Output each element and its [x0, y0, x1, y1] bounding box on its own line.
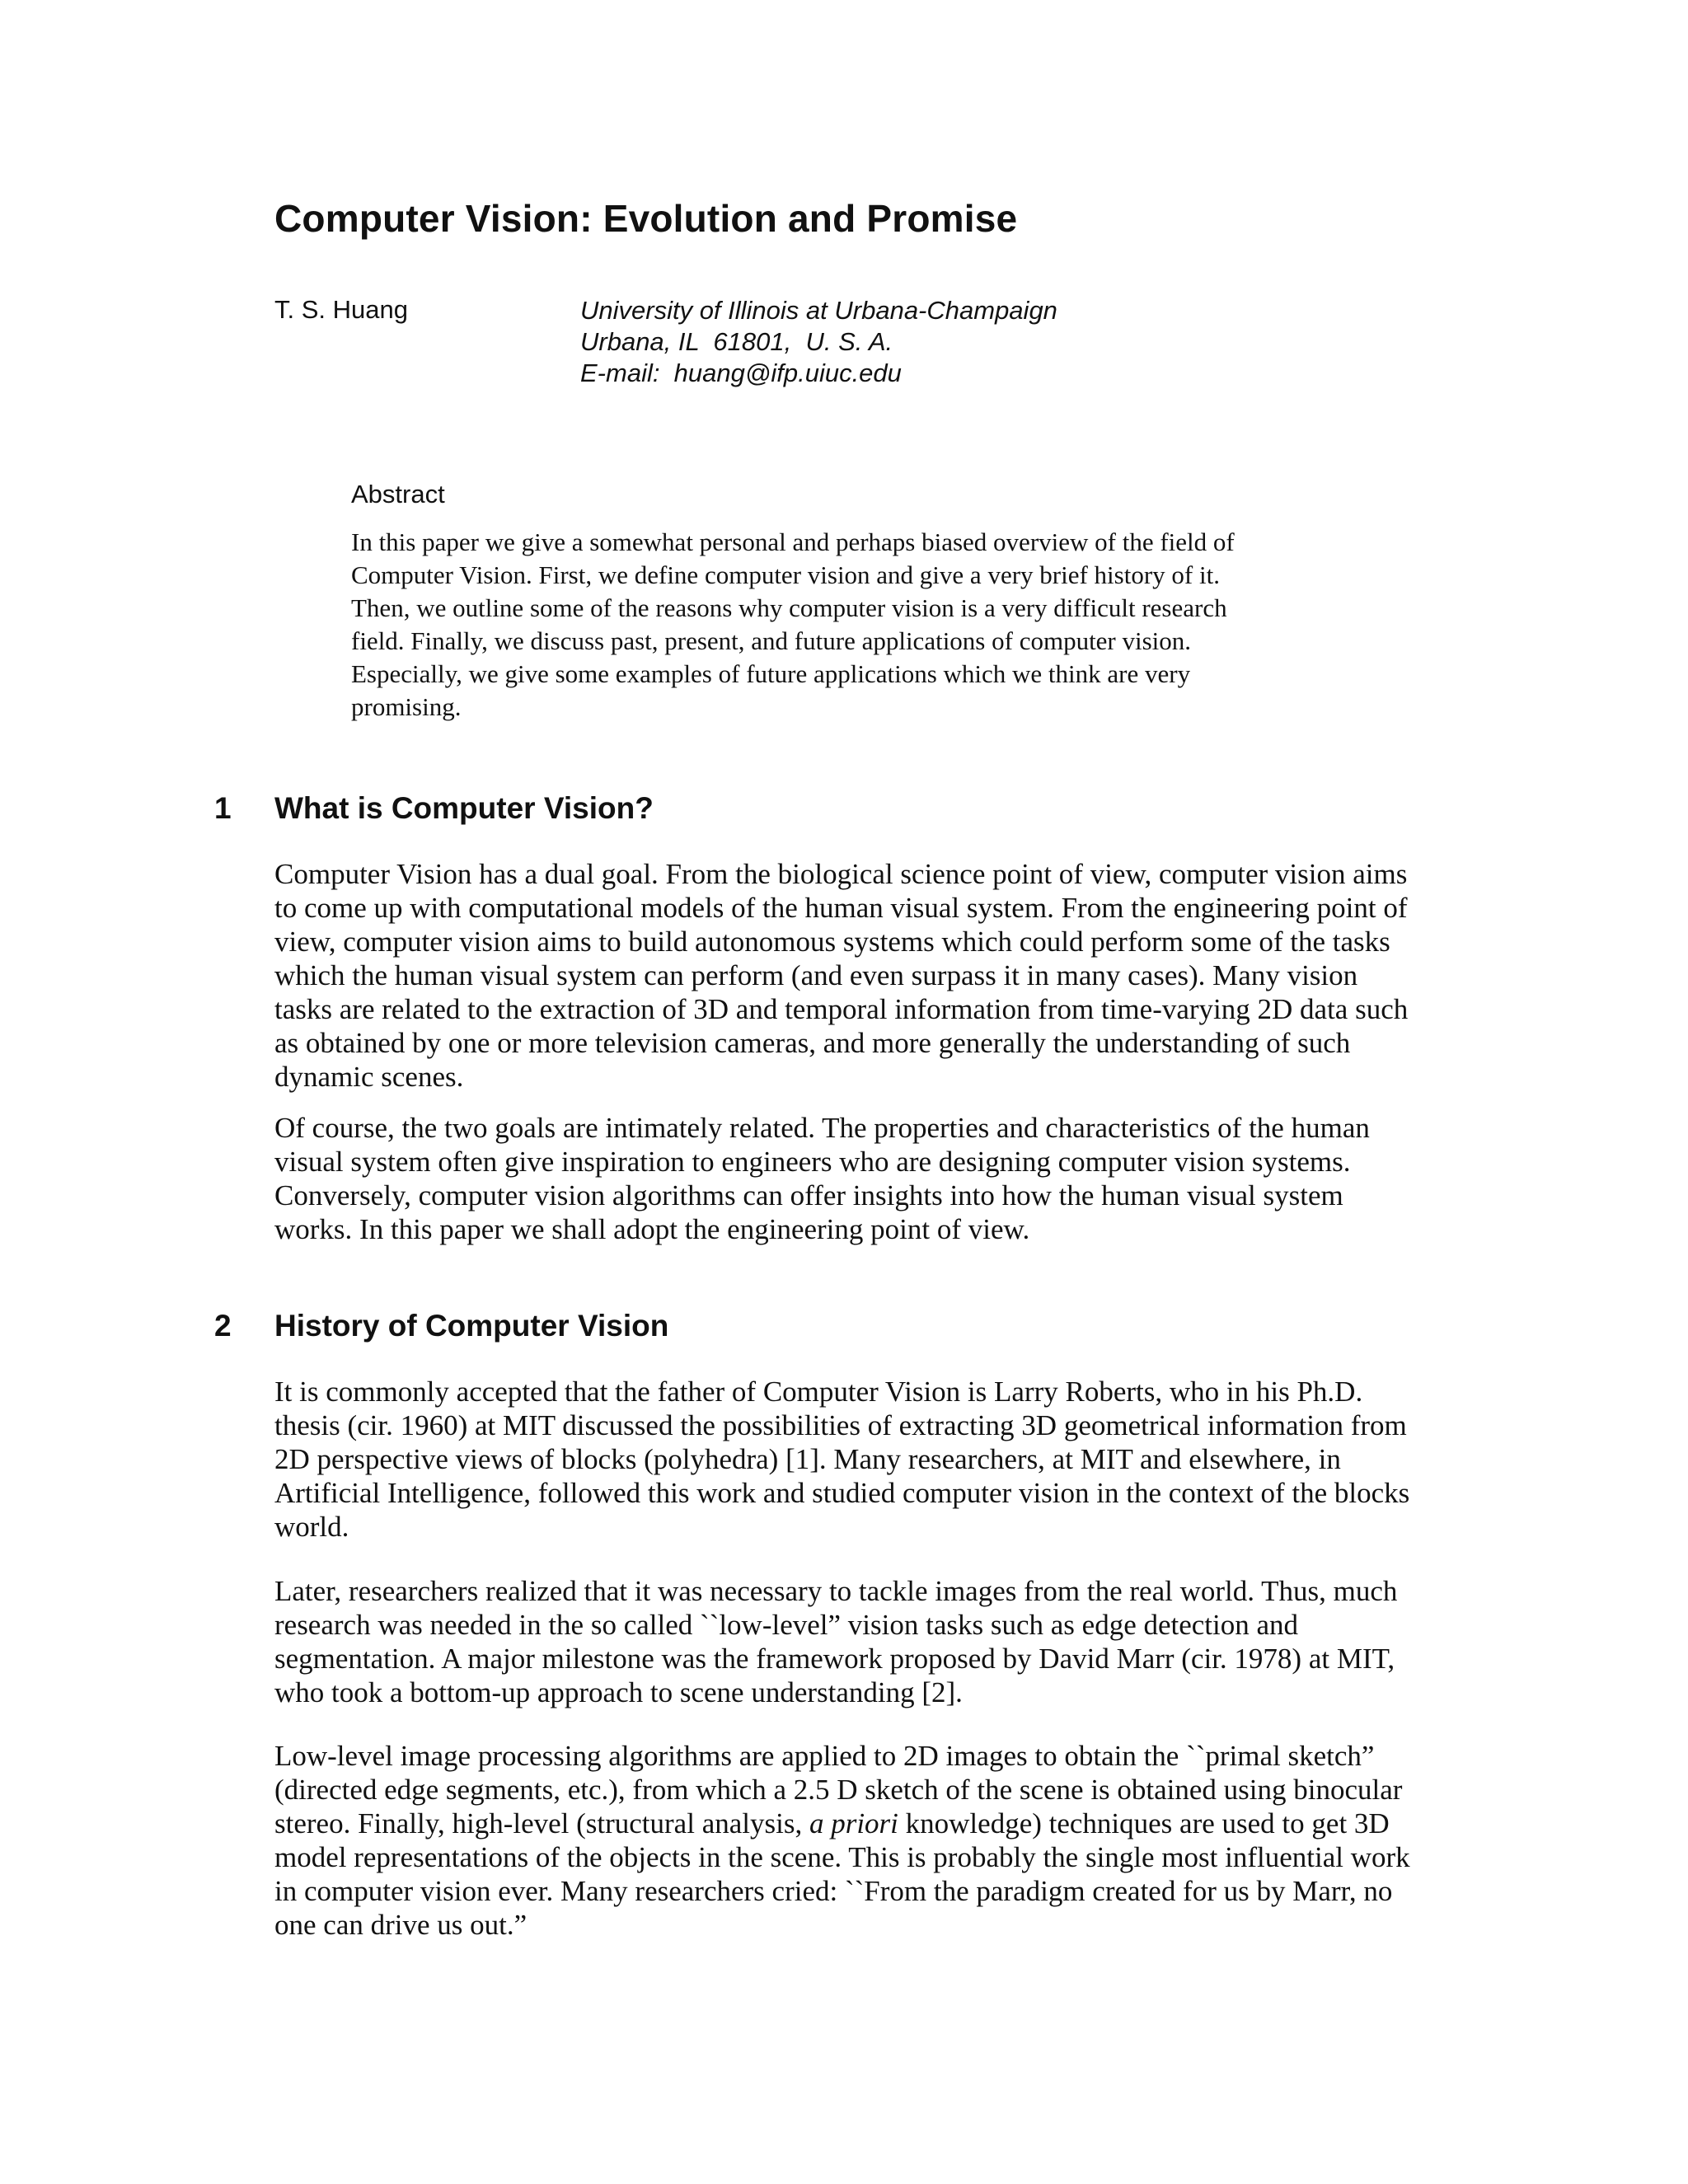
paper-title: Computer Vision: Evolution and Promise [274, 197, 1018, 240]
text-line: tasks are related to the extraction of 3D and temporal information from time-varying 2D data such [274, 993, 1409, 1025]
affiliation-email: E-mail: huang@ifp.uiuc.edu [580, 359, 902, 387]
text-line: dynamic scenes. [274, 1061, 464, 1093]
body-paragraph [274, 857, 1478, 1094]
abstract-heading: Abstract [351, 480, 445, 509]
section-title: What is Computer Vision? [274, 791, 654, 825]
abstract-line: In this paper we give a somewhat personal and perhaps biased overview of the field of [351, 527, 1235, 556]
affiliation-line: Urbana, IL 61801, U. S. A. [580, 327, 893, 356]
text-line: Conversely, computer vision algorithms can offer insights into how the human visual system [274, 1179, 1343, 1212]
text-line: in computer vision ever. Many researchers cried: ``From the paradigm created for us by Marr, no [274, 1875, 1393, 1907]
text-line: to come up with computational models of the human visual system. From the engineering point of [274, 892, 1408, 924]
text-line: which the human visual system can perform (and even surpass it in many cases). Many vision [274, 959, 1358, 991]
abstract-line: Then, we outline some of the reasons why computer vision is a very difficult research [351, 593, 1227, 622]
text-line: Later, researchers realized that it was necessary to tackle images from the real world. Thus, much [274, 1575, 1398, 1607]
text-line: as obtained by one or more television cameras, and more generally the understanding of such [274, 1027, 1351, 1059]
section-number: 2 [214, 1309, 232, 1343]
text-line: Of course, the two goals are intimately related. The properties and characteristics of the human [274, 1112, 1370, 1144]
text-line [274, 1807, 1478, 1840]
abstract-body [351, 526, 1315, 724]
author-affiliation [580, 295, 1057, 389]
body-paragraph [274, 1111, 1478, 1246]
text-line: Artificial Intelligence, followed this work and studied computer vision in the context of the blocks [274, 1477, 1410, 1509]
text-line: (directed edge segments, etc.), from which a 2.5 D sketch of the scene is obtained using binocular [274, 1774, 1403, 1806]
text-line: segmentation. A major milestone was the framework proposed by David Marr (cir. 1978) at MIT, [274, 1643, 1395, 1675]
body-paragraph [274, 1375, 1478, 1544]
text-line: model representations of the objects in the scene. This is probably the single most influential work [274, 1841, 1410, 1873]
body-paragraph [274, 1739, 1478, 1942]
section-number: 1 [214, 791, 232, 825]
text-line: world. [274, 1511, 349, 1543]
text-line: works. In this paper we shall adopt the engineering point of view. [274, 1213, 1030, 1245]
abstract-line: field. Finally, we discuss past, present, and future applications of computer vision. [351, 626, 1192, 655]
text-line: view, computer vision aims to build autonomous systems which could perform some of the tasks [274, 926, 1390, 958]
author-name: T. S. Huang [274, 295, 408, 324]
text-line: 2D perspective views of blocks (polyhedra) [1]. Many researchers, at MIT and elsewhere, in [274, 1443, 1341, 1475]
text-line: Low-level image processing algorithms are applied to 2D images to obtain the ``primal sketch” [274, 1740, 1375, 1772]
text-segment: stereo. Finally, high-level (structural analysis, [274, 1807, 809, 1840]
abstract-line: Computer Vision. First, we define computer vision and give a very brief history of it. [351, 560, 1220, 589]
text-line: Computer Vision has a dual goal. From the biological science point of view, computer vision aims [274, 858, 1408, 890]
text-line: research was needed in the so called ``low-level” vision tasks such as edge detection and [274, 1609, 1299, 1641]
text-line: one can drive us out.” [274, 1909, 528, 1941]
affiliation-line: University of Illinois at Urbana-Champaign [580, 296, 1057, 325]
text-line: who took a bottom-up approach to scene understanding [2]. [274, 1676, 963, 1708]
text-line: thesis (cir. 1960) at MIT discussed the possibilities of extracting 3D geometrical information from [274, 1409, 1407, 1441]
section-title: History of Computer Vision [274, 1309, 669, 1343]
abstract-line: promising. [351, 692, 462, 721]
body-paragraph [274, 1574, 1478, 1709]
italic-term: a priori [809, 1807, 898, 1840]
text-line: visual system often give inspiration to engineers who are designing computer vision systems. [274, 1146, 1351, 1178]
text-line: It is commonly accepted that the father of Computer Vision is Larry Roberts, who in his Ph.D. [274, 1376, 1363, 1408]
text-segment: knowledge) techniques are used to get 3D [898, 1807, 1390, 1840]
abstract-line: Especially, we give some examples of future applications which we think are very [351, 659, 1191, 688]
